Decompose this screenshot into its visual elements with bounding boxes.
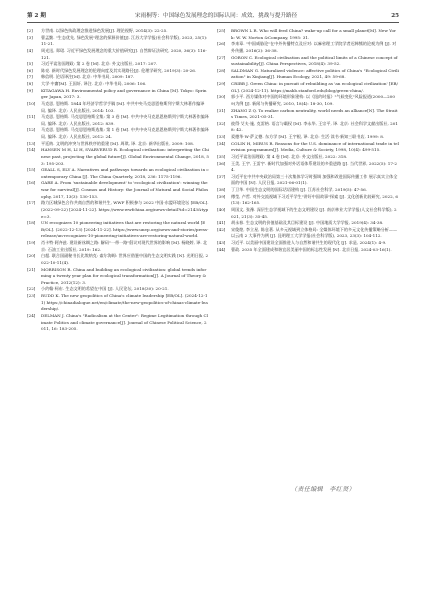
reference-item — [217, 174, 399, 187]
reference-item — [217, 161, 399, 174]
responsible-editor: （责任编辑 李红贤） — [291, 486, 356, 493]
reference-number: [22] — [27, 286, 36, 292]
reference-text: UN recognizes 10 pioneering initiatives that are restoring the natural world [EB/OL]. (2022-12-13) [2024-11-22]. https://www.unep.org/news-and-stories/press-release/un-recognizes-10-pioneering-initiatives-are-restoring-natural-world. — [41, 220, 209, 239]
reference-item — [27, 114, 209, 127]
reference-item — [27, 253, 209, 266]
reference-item — [217, 121, 399, 134]
issue-label: 第 2 期 — [27, 13, 46, 19]
reference-number: [38] — [217, 187, 226, 192]
reference-number: [37] — [217, 173, 226, 179]
reference-number: [12] — [27, 127, 36, 133]
reference-text: GORON C. Ecological civilisation and the political limits of a Chinese concept of sustainability[J]. China Perspectives, 2018(4): 39-52. — [231, 54, 398, 67]
reference-text: BROWN L R. Who will feed China? wake-up call for a small planet[M]. New York: W. W. Norton &Company, 1995: 31. — [231, 28, 396, 40]
reference-number: [4] — [27, 47, 33, 53]
reference-item — [217, 154, 399, 161]
reference-item — [217, 134, 399, 141]
reference-text: 习近平. 以美丽中国建设全面推进人与自然和谐共生的现代化 [J]. 求是, 2024(1): 4-9. — [231, 240, 387, 245]
reference-number: [40] — [217, 206, 226, 212]
reference-text: 马克思, 恩格斯. 马克思恩格斯选集: 第 1 卷 [M]. 中共中央马克思恩格斯列宁斯大林著作编译局, 编译. 北京: 人民出版社, 2012: 24. — [41, 127, 209, 139]
reference-item — [27, 240, 209, 253]
reference-text: COLIN H, MIRUS R. Reasons for the U.S. dominance of international trade in television programmes[J]. Media, Culture & Society, 1998, 10(4): 499-515. — [231, 140, 399, 153]
reference-number: [18] — [27, 220, 36, 226]
reference-number: [14] — [27, 147, 36, 153]
reference-text: GARE A. From 'sustainable development' to 'ecological civilization': winning the war for survival[J]. Cosmos and History: the Journal of Natural and Social Philosophy, 2017, 13(3): 130-153. — [41, 180, 209, 199]
reference-number: [21] — [27, 266, 36, 272]
reference-number: [20] — [27, 253, 36, 259]
reference-number: [43] — [217, 240, 226, 245]
reference-text: HANSEN M H, LI H, SVARVERUD R. Ecological civilization: interpreting the Chinese past, projecting the global future[J]. Global Environmental Change, 2018, 53: 195-203. — [41, 147, 209, 166]
reference-item — [27, 200, 209, 220]
reference-item — [27, 267, 209, 287]
reference-item — [217, 94, 399, 107]
reference-item — [27, 127, 209, 140]
reference-text: 习近平在中共中央政治局第三十次集体学习时强调 加强和改进国际传播工作 展示真实立体全面的中国 [N]. 人民日报, 2021-06-01(1). — [231, 173, 398, 186]
reference-number: [11] — [27, 114, 36, 120]
reference-item — [27, 141, 209, 148]
reference-item — [27, 35, 209, 48]
reference-text: 曹孟勤. "生态优先, 绿色发展"理念的探源价值[J]. 江苏大学学报(社会科学版), 2023, 25(1): 11-21. — [41, 34, 208, 47]
reference-item — [27, 180, 209, 200]
reference-number: [23] — [27, 293, 36, 298]
reference-number: [16] — [27, 180, 36, 186]
reference-number: [15] — [27, 167, 36, 173]
reference-number: [10] — [27, 100, 36, 106]
reference-item — [27, 48, 209, 61]
reference-number: [30] — [217, 94, 226, 100]
reference-item — [217, 81, 399, 94]
reference-number: [39] — [217, 193, 226, 199]
reference-item — [217, 220, 399, 227]
reference-text: 周光迅, 郑珺. 习近平绿色发展理念的重大价值研究[J]. 自然辩证法研究, 2020, 36(3): 116-121. — [41, 47, 207, 60]
reference-item — [27, 61, 209, 68]
reference-item — [27, 28, 209, 35]
reference-item — [27, 286, 209, 293]
reference-number: [2] — [27, 28, 33, 33]
page-header — [27, 10, 399, 22]
reference-number: [19] — [27, 240, 36, 245]
reference-number: [24] — [27, 312, 36, 318]
reference-item — [217, 68, 399, 81]
reference-item — [217, 41, 399, 54]
reference-text: GEALL S, ELY A. Narratives and pathways towards an ecological civilization in contemporary China [J]. The China Quarterly, 2018, 236: 1175-1196. — [41, 167, 209, 179]
reference-text: 白超. 联合国副秘书长比埃纳克: 索尔海姆: 世界应借鉴中国的生态文明实践 [N]. 光明日报, 2022-10-11(4). — [41, 253, 209, 265]
reference-text: MORRISON R. China and building an ecological civilization: global trends informing a twenty year plan for ecological transformation[J]. A Journal of Theory & Practice, 2012(12): 3. — [41, 266, 207, 285]
reference-number: [26] — [217, 41, 226, 47]
reference-text: 方世南. 以绿色执政理念推进绿色发展[J]. 理论视野, 2014(3): 22-25. — [41, 28, 168, 33]
reference-text: SALDMAN G. Naturalized violence: affective politics of China's "Ecological Civilization" in Xinjiang[J]. Human Ecology, 2021, 49: 59-68. — [231, 67, 399, 80]
page-number: 25 — [391, 13, 399, 19]
reference-text: 胡永春. 生态文明的价值基础及其目标建设 [J]. 中国地质大学学报, 2019(4): 34-38. — [231, 220, 384, 226]
reference-item — [27, 88, 209, 101]
reference-number: [28] — [217, 67, 226, 73]
reference-text: DELMAN J. China's "Radicalism at the Center": Regime Legitimation through Climate Politics and climate governance[J]. Journal of Chinese Political Science, 2011, 16: 183-205. — [41, 312, 208, 332]
reference-item — [27, 313, 209, 333]
reference-number: [27] — [217, 54, 226, 60]
reference-item — [217, 141, 399, 154]
reference-number: [42] — [217, 226, 226, 232]
reference-item — [217, 28, 399, 41]
reference-text: KITAGAWA H. Environmental policy and governance in China [M]. Tokyo: Springer Japan, 2017: 3. — [41, 87, 207, 100]
reference-number: [25] — [217, 28, 226, 33]
reference-item — [27, 74, 209, 81]
reference-number: [8] — [27, 81, 33, 86]
reference-text: 李来章. "中国威胁论"在中外传播特点及应对: 以麻省理工学院学者迟韩熊的论观为例 [J]. 对外传播, 2016(2): 36-38. — [231, 41, 397, 53]
reference-text: 周国文, 张豫. 深层生态学视域下的生态文明建设 [J]. 南京林业大学学报(人文社会科学版), 2021, 21(3): 35-45. — [231, 206, 397, 219]
reference-item — [27, 293, 209, 313]
reference-text: 陈亮. 新时代绿色发展理念的伦理向度及其实现路径[J]. 伦理学研究, 2019(3): 20-26. — [41, 67, 197, 73]
reference-item — [27, 101, 209, 114]
reference-item — [27, 81, 209, 88]
references-left-column — [27, 28, 209, 333]
reference-text: 大学·中庸[M]. 王国轩, 译注. 北京: 中华书局, 2006: 106. — [41, 81, 147, 86]
reference-text: 彼得·艾夫·施, 克雷格. 语言与霸权 [M]. 李永华, 王宗平, 译. 北京: 社会科学文献出版社, 2018: 42. — [231, 120, 398, 133]
reference-text: CRIBB J. Green China: in pursuit of rebuilding as 'an ecological civilization' [EB/OL]. (2024-12-11). https://mahb.stanford.edu/blog/green-china/. — [231, 81, 398, 93]
reference-item — [217, 207, 399, 220]
reference-text: 傅莹, 卢哲. 对外交流视域下习近平学生"讲好中国故事"探索 [J]. 文化创新比较研究, 2022, 6(13): 162-165. — [231, 193, 398, 206]
reference-number: [34] — [217, 140, 226, 146]
reference-text: 郭小平. 西方媒体对中国的环境形象建构: 以《纽约时报》"气候变化"风险报道(2000—2009)为例 [J]. 新闻与传播研究, 2010, 18(4): 18-30, 109. — [231, 94, 395, 106]
reference-text: 曹政. 2035 年全面建成和谐宜居美丽中国的标志性发展 [N]. 北京日报, 2024-03-16(1). — [231, 246, 392, 252]
reference-item — [217, 55, 399, 68]
reference-text: 习近平谈治国理政: 第 4 卷 [M]. 北京: 外文出版社, 2022: 318. — [231, 153, 348, 159]
reference-number: [44] — [217, 246, 226, 252]
reference-text: 肖卡特·阿齐兹. 建设新丝绸之路: 解码"一带一路"倡议对现代世界的影响 [M]. 杨晓婷, 译. 北京: 石油工业出版社, 2019: 162. — [41, 240, 208, 252]
reference-text: ZHANG Z Q. To realize carbon neutrality, world needs an alliance[N]. The Straits Times, 2021-05-31. — [231, 107, 398, 120]
reference-item — [27, 167, 209, 180]
reference-number: [35] — [217, 153, 226, 159]
reference-text: 平廷纳. 文明的冲突与世界秩序的重建 [M]. 周琪, 译. 北京: 新华出版社, 2009: 108. — [41, 140, 195, 146]
reference-number: [6] — [27, 67, 33, 73]
reference-number: [41] — [217, 220, 226, 226]
reference-number: [31] — [217, 107, 226, 113]
reference-text: 王美, 王宇, 王雷宇. 新时代加强对外话语体系建设的多重进路 [J]. 当代世界, 2022(5): 17-24. — [231, 160, 397, 173]
reference-text: 宋俊煌, 李立星, 陈仓著. 从多元视域到立体格局: 全媒体环境下的多元文化传播策略分析——以云南 2 大事件为例 [J]. 昆明理工大学学报(社会科学版), 2023, 23(3): 104-112. — [231, 226, 398, 239]
reference-item — [217, 227, 399, 240]
reference-item — [217, 194, 399, 207]
reference-item — [217, 187, 399, 194]
reference-number: [13] — [27, 140, 36, 146]
reference-text: RUDD K. The new geopolitics of China's climate leadership [EB/OL]. (2024-12-11) https://chinadialogue.net/en/climate/the-new-geopolitics-of-chinas-climate-leadership/. — [41, 293, 208, 312]
running-title: 宋雨桐等：中国绿色发展理念的国际认同：成效、挑战与提升路径 — [135, 13, 298, 19]
reference-item — [27, 220, 209, 240]
reference-text: 小约翰·柯布. 生态文明的希望在中国 [J]. 人民论坛, 2018(30): 20-21. — [41, 286, 169, 292]
reference-item — [217, 247, 399, 254]
reference-number: [9] — [27, 87, 33, 93]
reference-number: [29] — [217, 81, 226, 86]
reference-item — [27, 147, 209, 167]
reference-number: [17] — [27, 200, 36, 206]
reference-number: [3] — [27, 34, 33, 40]
reference-text: 马克思, 恩格斯. 马克思恩格斯全集: 第 3 卷 [M]. 中共中央马克思恩格斯列宁斯大林著作编译局, 编译. 北京: 人民出版社, 2012: 839. — [41, 114, 209, 126]
reference-item — [217, 108, 399, 121]
reference-text: 丁卫华. 中国生态文明的国际话语建构 [J]. 江苏社会科学, 2019(5): 47-56. — [231, 187, 368, 192]
reference-number: [32] — [217, 120, 226, 126]
reference-text: 路力区城绿色合作共商自然的和谐共生, WWF 积极参与 2022 中国-东盟环境论坛 [EB/OL]. (2022-09-22) [2024-11-22]. https://www.wwfchina.org/news-detail?id=2143&type=3. — [41, 200, 209, 219]
reference-item — [217, 240, 399, 247]
reference-text: 爱德华·W·萨义德. 东方学 [M]. 王宇根, 译. 北京: 生活·读书·新知三联书店, 1999: 8. — [231, 134, 385, 139]
reference-text: 韩信明. 论语译注[M]. 北京: 中华书局, 2009: 187. — [41, 74, 135, 80]
reference-number: [5] — [27, 61, 33, 67]
reference-number: [33] — [217, 134, 226, 139]
header-rule — [27, 22, 399, 23]
reference-number: [7] — [27, 74, 33, 80]
reference-text: 习近平谈治国理政: 第 2 卷 [M]. 北京: 外文出版社, 2017: 207. — [41, 61, 158, 67]
references-right-column — [217, 28, 399, 253]
reference-text: 马克思, 恩格斯. 1844 年经济学哲学手稿 [M]. 中共中央马克思恩格斯列宁斯大林著作编译局, 编译. 北京: 人民出版社, 2014: 103. — [41, 100, 205, 113]
reference-number: [36] — [217, 160, 226, 166]
